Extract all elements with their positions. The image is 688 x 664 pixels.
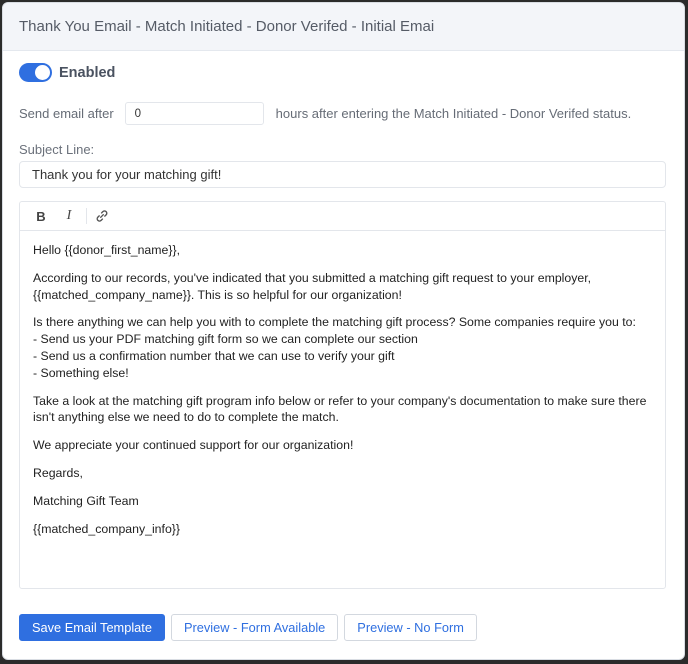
editor-paragraph xyxy=(33,270,652,304)
send-after-hours-input[interactable] xyxy=(125,102,264,125)
preview-form-available-button[interactable]: Preview - Form Available xyxy=(171,614,338,641)
bold-button[interactable]: B xyxy=(36,208,46,224)
editor-paragraph xyxy=(33,314,652,381)
editor-paragraph xyxy=(33,521,652,538)
editor-line: - Something else! xyxy=(33,365,129,380)
editor-paragraph xyxy=(33,465,652,482)
editor-line: Regards, xyxy=(33,465,83,480)
editor-line: Hello {{donor_first_name}}, xyxy=(33,243,180,257)
send-after-prefix: Send email after xyxy=(19,106,114,121)
italic-button[interactable]: I xyxy=(66,208,72,223)
enabled-toggle-row xyxy=(19,63,115,82)
enabled-toggle[interactable] xyxy=(19,63,52,82)
toolbar-divider xyxy=(86,208,87,224)
send-after-row xyxy=(19,102,631,125)
action-buttons xyxy=(19,614,483,641)
editor-line: isn't anything else we need to do to complete the match. xyxy=(33,410,339,425)
editor-paragraph xyxy=(33,493,652,510)
editor-line: {{matched_company_info}} xyxy=(33,521,180,536)
editor-content[interactable] xyxy=(20,231,665,537)
editor-line: Is there anything we can help you with to complete the matching gift process? Some companies require you to: xyxy=(33,315,636,330)
editor-line: Take a look at the matching gift program info below or refer to your company's documentation to make sure there xyxy=(33,393,647,408)
email-template-panel xyxy=(2,2,685,660)
editor-line: We appreciate your continued support for our organization! xyxy=(33,438,354,453)
enabled-label: Enabled xyxy=(59,64,116,81)
preview-no-form-button[interactable]: Preview - No Form xyxy=(344,614,477,641)
editor-line: - Send us your PDF matching gift form so we can complete our section xyxy=(33,332,418,347)
panel-title: Thank You Email - Match Initiated - Donor Verifed - Initial Emai xyxy=(3,3,684,51)
editor-paragraph xyxy=(33,393,652,427)
toggle-knob xyxy=(35,65,50,80)
save-template-button[interactable]: Save Email Template xyxy=(19,614,165,641)
editor-line: - Send us a confirmation number that we can use to verify your gift xyxy=(33,348,395,363)
editor-line: {{matched_company_name}}. This is so helpful for our organization! xyxy=(33,287,402,302)
subject-line-label: Subject Line: xyxy=(19,142,95,157)
editor-paragraph xyxy=(33,437,652,454)
editor-toolbar xyxy=(20,202,665,231)
email-body-editor[interactable] xyxy=(19,201,666,589)
editor-paragraph xyxy=(33,242,652,259)
editor-line: According to our records, you've indicated that you submitted a matching gift request to your employer, xyxy=(33,270,592,285)
send-after-suffix: hours after entering the Match Initiated - Donor Verifed status. xyxy=(275,106,632,121)
editor-line: Matching Gift Team xyxy=(33,493,139,508)
subject-line-input[interactable] xyxy=(19,161,666,188)
link-icon[interactable] xyxy=(91,205,113,227)
